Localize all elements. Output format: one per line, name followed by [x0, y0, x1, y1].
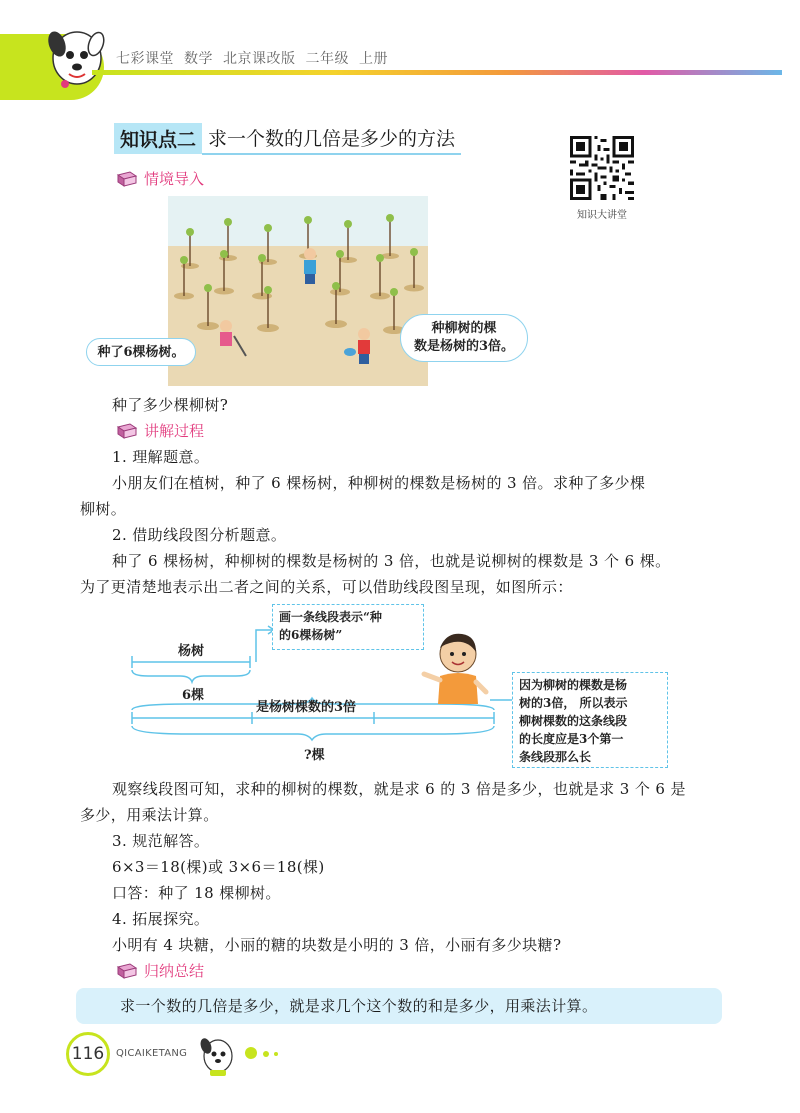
header-series: 七彩课堂: [116, 51, 174, 67]
section-heading-summary: [116, 960, 204, 981]
label-3-times: 是杨树棵数的3倍: [256, 700, 357, 715]
step2-body-line1: 种了 6 棵杨树，种柳树的棵数是杨树的 3 倍，也就是说柳树的棵数是 3 个 6 棵。: [112, 552, 671, 570]
header-rainbow-bar: [92, 70, 782, 75]
book-icon: [116, 423, 138, 439]
section-explain-label: 讲解过程: [144, 422, 205, 440]
speech-bubble-left: [86, 338, 196, 366]
boy-figure: [424, 634, 486, 704]
note1-line1: 画一条线段表示“种: [279, 610, 382, 624]
tree-planting-illustration: [168, 196, 428, 386]
note2-line: 柳树棵数的这条线段: [519, 714, 628, 728]
step3-answer: 口答：种了 18 棵柳树。: [112, 884, 281, 902]
question-text: 种了多少棵柳树?: [112, 396, 229, 414]
note1-line2: 的6棵杨树”: [279, 628, 343, 642]
bubble-left-text: 种了6棵杨树。: [97, 345, 185, 360]
header-subject: 数学: [184, 51, 213, 67]
bubble-right-line1: 种柳树的棵: [431, 321, 497, 336]
qr-code-icon[interactable]: [570, 136, 634, 200]
page-number: 116: [66, 1032, 110, 1076]
note2-line: 树的3倍， 所以表示: [519, 696, 628, 710]
book-icon: [116, 171, 138, 187]
step3-formula: 6×3＝18(棵)或 3×6＝18(棵): [112, 858, 325, 876]
header-edition: 北京课改版: [223, 51, 296, 67]
footer-brand: QICAIKETANG: [116, 1048, 188, 1059]
section-heading-intro: [116, 168, 204, 189]
header-text: [116, 48, 398, 68]
section-summary-label: 归纳总结: [144, 962, 205, 980]
knowledge-point-badge: 知识点二: [114, 123, 202, 154]
step4-title: 4. 拓展探究。: [112, 910, 210, 928]
dog-mascot-icon: [44, 22, 110, 92]
note2-line: 的长度应是3个第一: [519, 732, 624, 746]
step1-body-line2: 柳树。: [80, 500, 127, 518]
step2-body-line2: 为了更清楚地表示出二者之间的关系，可以借助线段图呈现，如图所示：: [80, 578, 573, 596]
book-icon: [116, 963, 138, 979]
bubble-right-line2: 数是杨树的3倍。: [413, 339, 515, 354]
note2-line: 条线段那么长: [519, 750, 592, 764]
step2-title: 2. 借助线段图分析题意。: [112, 526, 287, 544]
observe-line1: 观察线段图可知，求种的柳树的棵数，就是求 6 的 3 倍是多少，也就是求 3 个 6 是: [112, 780, 686, 798]
speech-bubble-right: [400, 314, 528, 362]
label-yang: 杨树: [178, 644, 205, 659]
note-first-segment: [272, 604, 424, 650]
step1-title: 1. 理解题意。: [112, 448, 210, 466]
label-6-ke: 6棵: [182, 688, 205, 703]
footer-mascot-icon: [196, 1030, 240, 1078]
knowledge-point-title: [114, 123, 461, 153]
header-grade: 二年级: [305, 51, 349, 67]
section-heading-explain: [116, 420, 204, 441]
step4-body: 小明有 4 块糖，小丽的糖的块数是小明的 3 倍，小丽有多少块糖?: [112, 936, 562, 954]
note2-line: 因为柳树的棵数是杨: [519, 678, 628, 692]
footer-dots-icon: [244, 1046, 288, 1060]
step3-title: 3. 规范解答。: [112, 832, 210, 850]
label-question-ke: ?棵: [304, 748, 325, 763]
knowledge-point-text: 求一个数的几倍是多少的方法: [202, 122, 461, 155]
header-volume: 上册: [359, 51, 388, 67]
observe-line2: 多少，用乘法计算。: [80, 806, 219, 824]
step1-body-line1: 小朋友们在植树，种了 6 棵杨树，种柳树的棵数是杨树的 3 倍。求种了多少棵: [112, 474, 646, 492]
summary-box: 求一个数的几倍是多少，就是求几个这个数的和是多少，用乘法计算。: [76, 988, 722, 1024]
section-intro-label: 情境导入: [144, 170, 205, 188]
note-willow-segment: [512, 672, 668, 768]
qr-caption: 知识大讲堂: [577, 210, 627, 221]
